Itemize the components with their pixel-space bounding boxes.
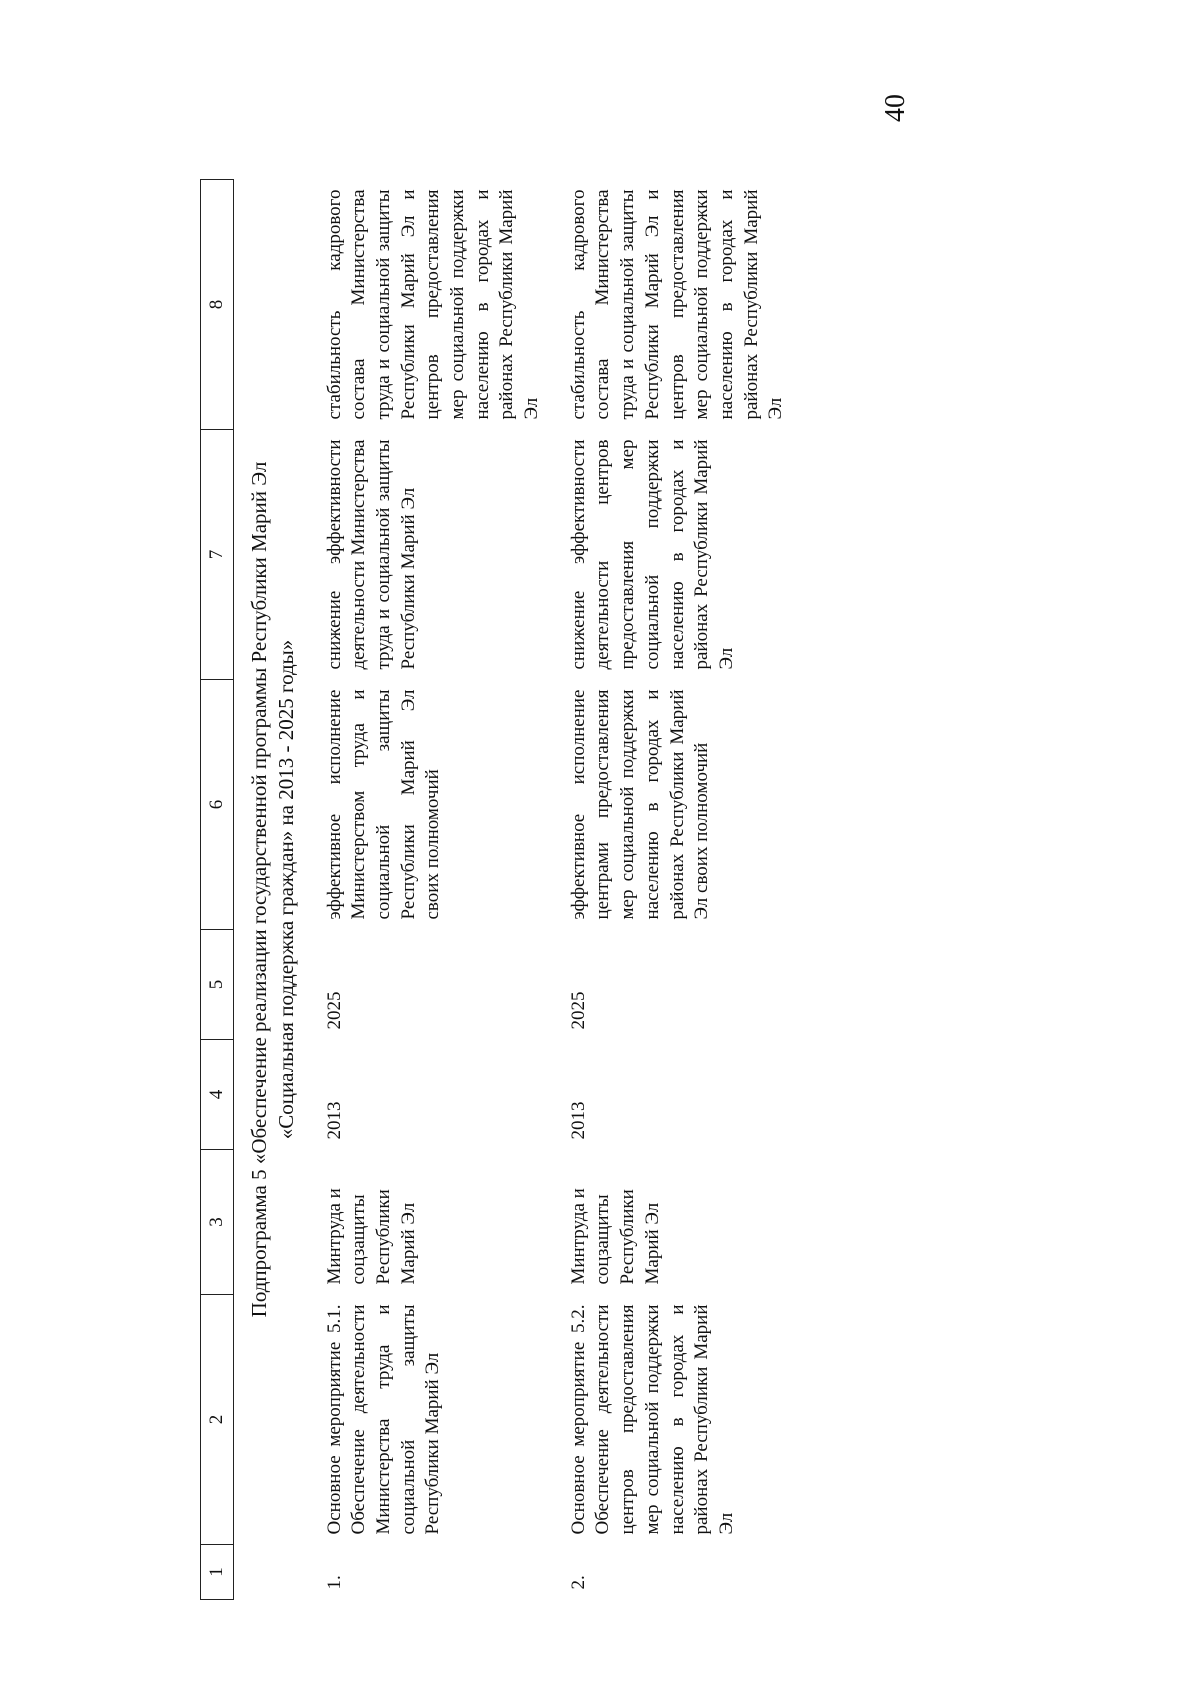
related-indicator: стабильность кадрового состава Министерства труда и социальной защиты Республики Марий Эл и центров предоставления мер социальной поддержки населению в городах и районах Республики Марий Эл (323, 189, 543, 420)
measure-name: Основное мероприятие 5.1. Обеспечение деятельности Министерства труда и социальной защиты Республики Марий Эл (323, 1304, 444, 1535)
column-header: 6 (201, 680, 234, 930)
non-implementation-consequence: снижение эффективности деятельности Министерства труда и социальной защиты Республики Марий Эл (323, 439, 419, 670)
expected-result: эффективное исполнение Министерством труда и социальной защиты Республики Марий Эл своих полномочий (323, 689, 444, 920)
responsible-executor: Минтруда и соцзащиты Республики Марий Эл (323, 1188, 419, 1285)
column-header: 7 (201, 430, 234, 680)
column-header: 8 (201, 180, 234, 430)
subprogram-title-row (234, 180, 311, 1600)
activities-table (200, 179, 799, 1600)
row-number: 1. (323, 1575, 345, 1590)
column-header: 3 (201, 1150, 234, 1295)
column-header: 4 (201, 1040, 234, 1150)
row-number: 2. (567, 1575, 589, 1590)
column-header: 2 (201, 1295, 234, 1545)
column-number-row (201, 180, 234, 1600)
rotated-table-sheet (200, 180, 960, 1600)
measure-name: Основное мероприятие 5.2. Обеспечение деятельности центров предоставления мер социальной поддержки населению в городах и районах Республики Марий Эл (567, 1304, 737, 1535)
expected-result: эффективное исполнение центрами предоставления мер социальной поддержки населению в городах и районах Республики Марий Эл своих полномочий (567, 689, 713, 920)
column-header: 5 (201, 930, 234, 1040)
start-year: 2013 (323, 1101, 345, 1140)
table-row (311, 180, 555, 1600)
non-implementation-consequence: снижение эффективности деятельности центров предоставления мер социальной поддержки населению в городах и районах Республики Марий Эл (567, 439, 737, 670)
end-year: 2025 (323, 991, 345, 1030)
related-indicator: стабильность кадрового состава Министерства труда и социальной защиты Республики Марий Эл и центров предоставления мер социальной поддержки населению в городах и районах Республики Марий Эл (567, 189, 787, 420)
subprogram-title (234, 180, 311, 1600)
subprogram-title-line: Подпрограмма 5 «Обеспечение реализации государственной программы Республики Марий Эл (247, 461, 271, 1318)
table-row (555, 180, 799, 1600)
responsible-executor: Минтруда и соцзащиты Республики Марий Эл (567, 1188, 663, 1285)
end-year: 2025 (567, 991, 589, 1030)
page-number: 40 (880, 94, 911, 122)
start-year: 2013 (567, 1101, 589, 1140)
column-header: 1 (201, 1545, 234, 1600)
subprogram-title-line: «Социальная поддержка граждан» на 2013 - 2025 годы» (274, 639, 299, 1140)
